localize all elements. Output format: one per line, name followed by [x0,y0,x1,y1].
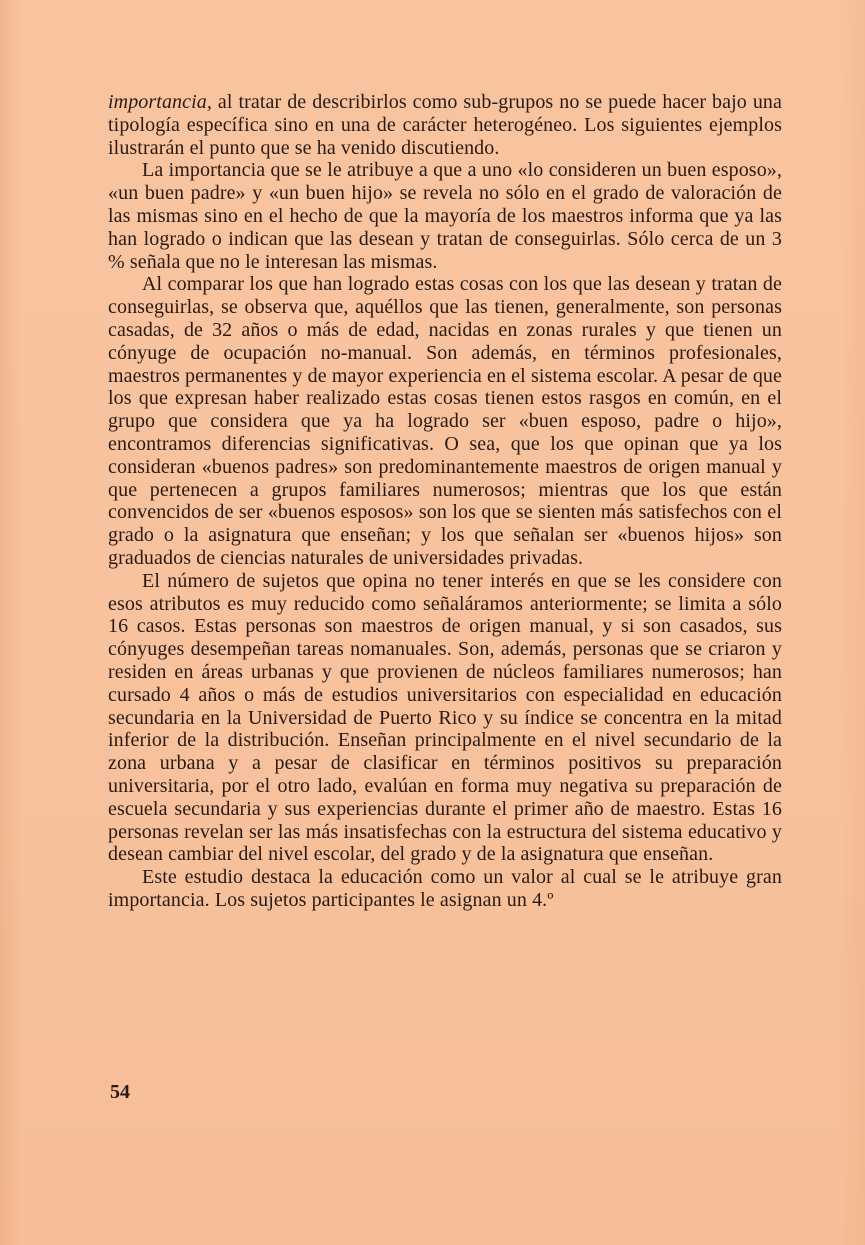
paragraph-1-text: al tratar de describirlos como sub-grupos no se puede hacer bajo una tipología específica sino en una de carácter heterogéneo. Los siguientes ejemplos ilustrarán el punto que se ha venido discutiendo. [108,91,782,159]
paragraph-5: Este estudio destaca la educación como un valor al cual se le atribuye gran importancia. Los sujetos participantes le asignan un 4.º [108,866,782,911]
paragraph-3: Al comparar los que han logrado estas cosas con los que las desean y tratan de conseguirlas, se observa que, aquéllos que las tienen, generalmente, son personas casadas, de 32 años o más de edad, nacidas en zonas rurales y que tienen un cónyuge de ocupación no-manual. Son además, en términos profesionales, maestros permanentes y de mayor experiencia en el sistema escolar. A pesar de que los que expresan haber realizado estas cosas tienen estos rasgos en común, en el grupo que considera que ya ha logrado ser «buen esposo, padre o hijo», encontramos diferencias significativas. O sea, que los que opinan que ya los consideran «buenos padres» son predominantemente maestros de origen manual y que pertenecen a grupos familiares numerosos; mientras que los que están convencidos de ser «buenos esposos» son los que se sienten más satisfechos con el grado o la asignatura que enseñan; y los que señalan ser «buenos hijos» son graduados de ciencias naturales de universidades privadas. [108,273,782,569]
italic-lead-word: importancia, [108,91,212,113]
page-number: 54 [110,1081,130,1103]
paragraph-4: El número de sujetos que opina no tener interés en que se les considere con esos atributos es muy reducido como señaláramos anteriormente; se limita a sólo 16 casos. Estas personas son maestros de origen manual, y si son casados, sus cónyuges desempeñan tareas nomanuales. Son, además, personas que se criaron y residen en áreas urbanas y que provienen de núcleos familiares numerosos; han cursado 4 años o más de estudios universitarios con especialidad en educación secundaria en la Universidad de Puerto Rico y su índice se concentra en la mitad inferior de la distribución. Enseñan principalmente en el nivel secundario de la zona urbana y a pesar de clasificar en términos positivos su preparación universitaria, por el otro lado, evalúan en forma muy negativa su preparación de escuela secundaria y sus experiencias durante el primer año de maestro. Estas 16 personas revelan ser las más insatisfechas con la estructura del sistema educativo y desean cambiar del nivel escolar, del grado y de la asignatura que enseñan. [108,569,782,866]
paragraph-1 [108,91,782,159]
body-text [108,91,782,912]
paragraph-2: La importancia que se le atribuye a que a uno «lo consideren un buen esposo», «un buen padre» y «un buen hijo» se revela no sólo en el grado de valoración de las mismas sino en el hecho de que la mayoría de los maestros informa que ya las han logrado o indican que las desean y tratan de conseguirlas. Sólo cerca de un 3 % señala que no le interesan las mismas. [108,159,782,273]
